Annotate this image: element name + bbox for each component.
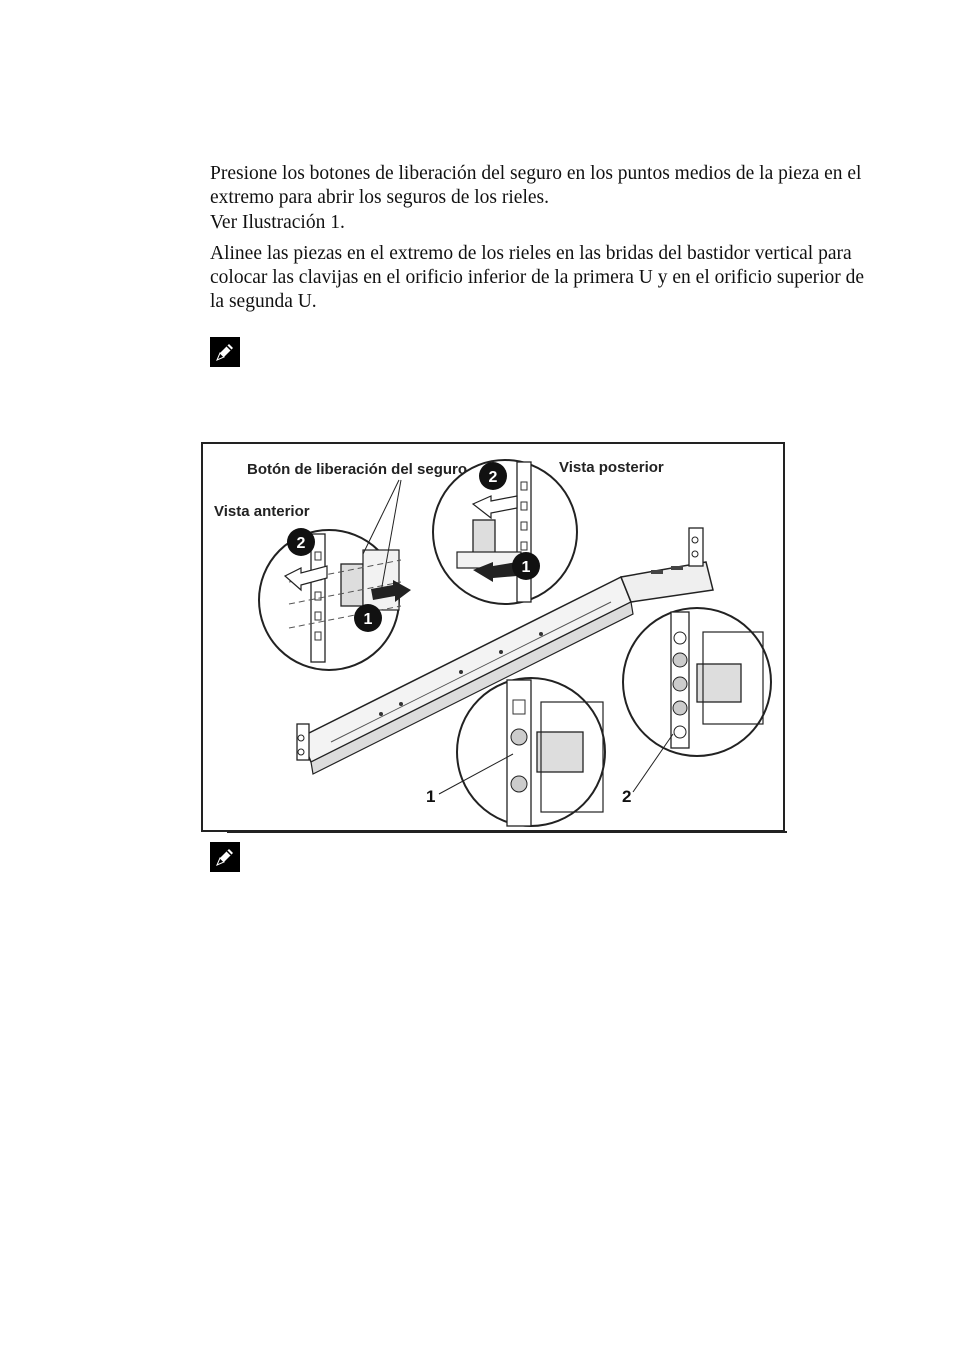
rail-installation-illustration: [201, 442, 789, 836]
figure-reference: Ver Ilustración 1.: [210, 212, 345, 233]
rear-view-label: Vista posterior: [559, 459, 664, 476]
detail-callout-1: [457, 678, 605, 826]
step-badge: 2: [296, 535, 306, 552]
front-view-label: Vista anterior: [214, 503, 310, 520]
step-badge: 1: [521, 559, 531, 576]
detail-callout-2: [623, 608, 771, 756]
release-button-label: Botón de liberación del seguro: [247, 461, 468, 478]
note-icon: [210, 337, 240, 367]
step-badge: 2: [488, 469, 498, 486]
callout-number: 2: [622, 787, 632, 806]
step-badge: 1: [363, 611, 373, 628]
callout-number: 1: [426, 787, 436, 806]
instruction-paragraph-release: Presione los botones de liberación del seguro en los puntos medios de la pieza en el extremo para abrir los seguros de los rieles.: [210, 163, 862, 208]
note-icon: [210, 842, 240, 872]
instruction-paragraph-align: Alinee las piezas en el extremo de los rieles en las bridas del bastidor vertical para colocar las clavijas en el orificio inferior de la primera U y en el orificio superior de la segunda U.: [210, 243, 865, 312]
